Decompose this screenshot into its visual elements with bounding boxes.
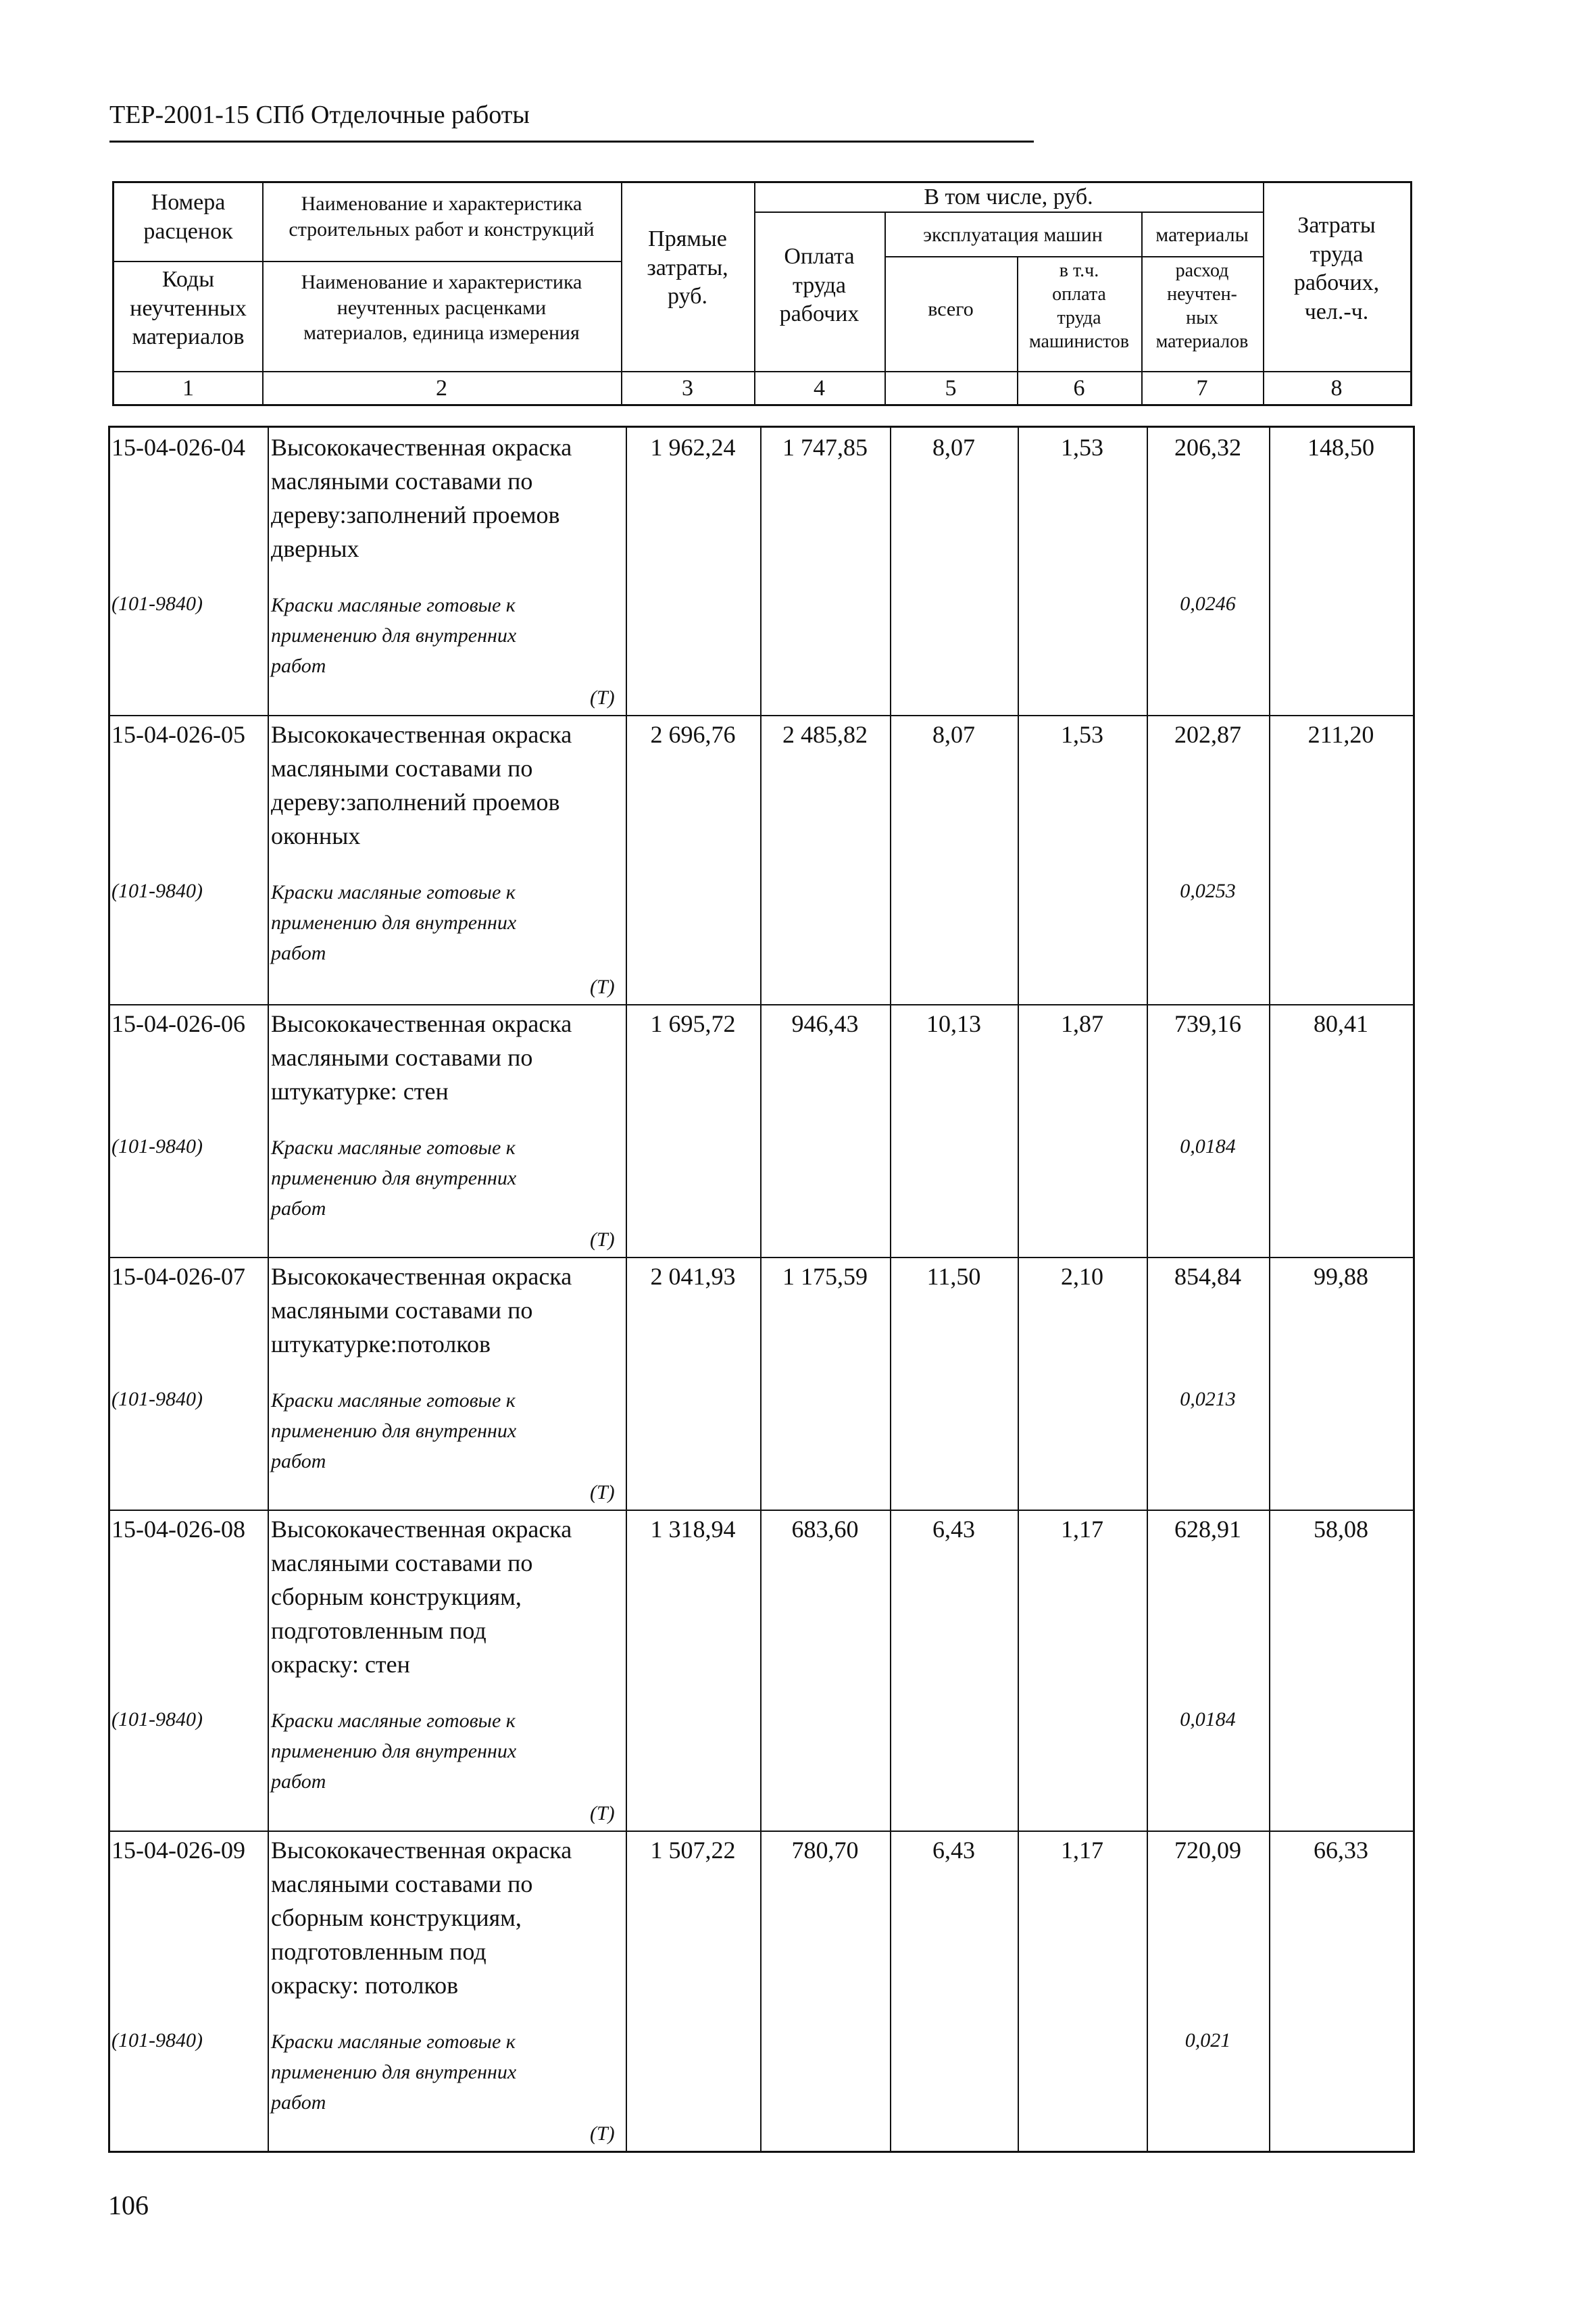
rate-code: 15-04-026-09 bbox=[111, 1837, 245, 1864]
rate-name-line: дереву:заполнений проемов bbox=[271, 501, 560, 528]
header-col5: всего bbox=[928, 298, 974, 320]
material-code: (101-9840) bbox=[111, 1135, 203, 1158]
header-col7 bbox=[1141, 259, 1263, 353]
rate-name-line: Высококачественная окраска bbox=[271, 434, 572, 461]
header-divider bbox=[114, 371, 1410, 372]
header-text: Затраты bbox=[1297, 213, 1376, 238]
header-text: труда bbox=[792, 272, 847, 298]
value-mach-labor: 1,17 bbox=[1061, 1516, 1103, 1543]
rate-name-line: сборным конструкциям, bbox=[271, 1583, 522, 1610]
rate-name-line: масляными составами по bbox=[271, 468, 533, 495]
material-name-line: Краски масляные готовые к bbox=[271, 2031, 516, 2053]
rate-name-line: подготовленным под bbox=[271, 1938, 487, 1965]
header-text: материалов, единица измерения bbox=[303, 322, 580, 344]
header-incl: В том числе, руб. bbox=[924, 184, 1093, 209]
header-text: машинистов bbox=[1029, 331, 1129, 352]
value-direct: 1 318,94 bbox=[650, 1516, 736, 1543]
header-text: неучтен- bbox=[1167, 284, 1237, 305]
material-name-line: работ bbox=[271, 942, 326, 964]
material-quantity: 0,0184 bbox=[1180, 1135, 1236, 1158]
header-text: Наименование и характеристика bbox=[301, 271, 582, 293]
title-rule bbox=[109, 141, 1034, 143]
material-name-line: применению для внутренних bbox=[271, 1167, 517, 1189]
material-name-line: работ bbox=[271, 2091, 326, 2114]
value-labor: 1 747,85 bbox=[782, 434, 868, 461]
header-col2-top bbox=[262, 191, 621, 242]
row-divider bbox=[110, 715, 1413, 716]
material-unit: (Т) bbox=[590, 1481, 615, 1503]
material-name-line: применению для внутренних bbox=[271, 1740, 517, 1762]
material-unit: (Т) bbox=[590, 687, 615, 709]
value-labor-hours: 66,33 bbox=[1314, 1837, 1368, 1864]
rate-name-line: дверных bbox=[271, 535, 359, 562]
header-materials: материалы bbox=[1155, 224, 1249, 246]
header-text: ных bbox=[1186, 307, 1218, 328]
rate-code: 15-04-026-08 bbox=[111, 1516, 245, 1543]
value-labor-hours: 211,20 bbox=[1307, 721, 1374, 748]
material-code: (101-9840) bbox=[111, 1708, 203, 1731]
header-text: Коды bbox=[161, 267, 215, 292]
value-direct: 1 695,72 bbox=[650, 1010, 736, 1037]
material-name-line: применению для внутренних bbox=[271, 1420, 517, 1442]
value-mach-total: 8,07 bbox=[932, 434, 975, 461]
header-text: в т.ч. bbox=[1059, 260, 1099, 281]
material-quantity: 0,021 bbox=[1184, 2029, 1231, 2051]
material-code: (101-9840) bbox=[111, 2029, 203, 2051]
header-divider bbox=[114, 261, 621, 262]
header-text: материалов bbox=[132, 324, 245, 349]
value-mach-labor: 1,53 bbox=[1061, 721, 1103, 748]
header-col3 bbox=[621, 225, 754, 312]
material-code: (101-9840) bbox=[111, 593, 203, 615]
column-divider bbox=[268, 428, 269, 2151]
row-divider bbox=[110, 1004, 1413, 1005]
value-labor-hours: 58,08 bbox=[1314, 1516, 1368, 1543]
header-text: расход bbox=[1175, 260, 1229, 281]
header-text: Прямые bbox=[648, 226, 727, 251]
value-labor: 946,43 bbox=[791, 1010, 859, 1037]
material-quantity: 0,0184 bbox=[1180, 1708, 1236, 1731]
header-text: Оплата bbox=[784, 244, 855, 269]
page-number: 106 bbox=[108, 2190, 149, 2220]
table-header bbox=[112, 181, 1412, 406]
rate-code: 15-04-026-07 bbox=[111, 1263, 245, 1290]
value-materials: 202,87 bbox=[1174, 721, 1241, 748]
value-mach-labor: 1,87 bbox=[1061, 1010, 1103, 1037]
column-number: 2 bbox=[436, 376, 447, 401]
rate-name-line: масляными составами по bbox=[271, 1044, 533, 1071]
header-text: затраты, bbox=[647, 255, 728, 280]
value-mach-labor: 2,10 bbox=[1061, 1263, 1103, 1290]
value-materials: 720,09 bbox=[1174, 1837, 1241, 1864]
header-col8 bbox=[1263, 211, 1410, 326]
header-text: материалов bbox=[1155, 331, 1249, 352]
page-title: ТЕР-2001-15 СПб Отделочные работы bbox=[109, 101, 530, 129]
header-col1-top bbox=[114, 189, 262, 246]
material-name-line: Краски масляные готовые к bbox=[271, 1137, 516, 1159]
material-name-line: работ bbox=[271, 1197, 326, 1220]
rate-name-line: сборным конструкциям, bbox=[271, 1904, 522, 1931]
column-number: 8 bbox=[1330, 376, 1343, 401]
material-name-line: работ bbox=[271, 1450, 326, 1472]
rate-name-line: Высококачественная окраска bbox=[271, 1837, 572, 1864]
rate-name-line: оконных bbox=[271, 822, 361, 849]
material-name-line: Краски масляные готовые к bbox=[271, 594, 516, 616]
column-number: 4 bbox=[814, 376, 825, 401]
header-text: Номера bbox=[151, 190, 226, 215]
header-text: оплата bbox=[1052, 284, 1106, 305]
column-number: 6 bbox=[1073, 376, 1085, 401]
row-divider bbox=[110, 1257, 1413, 1258]
material-name-line: применению для внутренних bbox=[271, 624, 517, 647]
rate-name-line: Высококачественная окраска bbox=[271, 1010, 572, 1037]
material-unit: (Т) bbox=[590, 1802, 615, 1824]
header-col6 bbox=[1017, 259, 1141, 353]
rate-name-line: окраску: потолков bbox=[271, 1972, 459, 1999]
rate-name-line: Высококачественная окраска bbox=[271, 721, 572, 748]
header-text: руб. bbox=[668, 284, 707, 309]
value-labor-hours: 80,41 bbox=[1314, 1010, 1368, 1037]
header-text: рабочих, bbox=[1293, 270, 1380, 295]
value-mach-total: 6,43 bbox=[932, 1516, 975, 1543]
header-text: неучтенных bbox=[130, 295, 247, 321]
value-labor: 683,60 bbox=[791, 1516, 859, 1543]
column-number: 1 bbox=[182, 376, 194, 401]
value-labor: 1 175,59 bbox=[782, 1263, 868, 1290]
rate-name-line: Высококачественная окраска bbox=[271, 1516, 572, 1543]
rate-code: 15-04-026-04 bbox=[111, 434, 245, 461]
column-number: 5 bbox=[945, 376, 957, 401]
value-mach-total: 8,07 bbox=[932, 721, 975, 748]
value-mach-total: 10,13 bbox=[926, 1010, 981, 1037]
rate-name-line: масляными составами по bbox=[271, 755, 533, 782]
material-name-line: работ bbox=[271, 1770, 326, 1793]
material-name-line: применению для внутренних bbox=[271, 2061, 517, 2083]
header-divider bbox=[884, 256, 1263, 257]
material-quantity: 0,0253 bbox=[1180, 880, 1236, 902]
material-name-line: работ bbox=[271, 655, 326, 677]
header-col1-bottom bbox=[114, 266, 262, 352]
value-mach-total: 11,50 bbox=[926, 1263, 981, 1290]
value-mach-total: 6,43 bbox=[932, 1837, 975, 1864]
value-labor: 780,70 bbox=[791, 1837, 859, 1864]
value-materials: 628,91 bbox=[1174, 1516, 1241, 1543]
rate-name-line: штукатурке: стен bbox=[271, 1078, 449, 1105]
material-unit: (Т) bbox=[590, 2122, 615, 2145]
header-text: труда bbox=[1057, 307, 1101, 328]
column-number: 7 bbox=[1196, 376, 1208, 401]
header-text: рабочих bbox=[779, 301, 859, 326]
header-text: чел.-ч. bbox=[1304, 299, 1369, 324]
header-text: труда bbox=[1310, 241, 1364, 267]
header-col2-bottom bbox=[262, 270, 621, 346]
rates-table bbox=[108, 426, 1415, 2153]
rate-name-line: Высококачественная окраска bbox=[271, 1263, 572, 1290]
row-divider bbox=[110, 1510, 1413, 1511]
value-mach-labor: 1,17 bbox=[1061, 1837, 1103, 1864]
material-unit: (Т) bbox=[590, 976, 615, 998]
rate-name-line: масляными составами по bbox=[271, 1297, 533, 1324]
value-mach-labor: 1,53 bbox=[1061, 434, 1103, 461]
rate-code: 15-04-026-05 bbox=[111, 721, 245, 748]
value-materials: 206,32 bbox=[1174, 434, 1241, 461]
rate-name-line: окраску: стен bbox=[271, 1651, 410, 1678]
rate-name-line: дереву:заполнений проемов bbox=[271, 789, 560, 816]
header-text: неучтенных расценками bbox=[336, 296, 547, 319]
material-quantity: 0,0213 bbox=[1180, 1388, 1236, 1410]
value-direct: 2 696,76 bbox=[650, 721, 736, 748]
material-code: (101-9840) bbox=[111, 880, 203, 902]
rate-name-line: штукатурке:потолков bbox=[271, 1330, 491, 1358]
material-name-line: применению для внутренних bbox=[271, 912, 517, 934]
value-labor-hours: 99,88 bbox=[1314, 1263, 1368, 1290]
header-text: строительных работ и конструкций bbox=[289, 218, 595, 241]
value-labor: 2 485,82 bbox=[782, 721, 868, 748]
header-machines: эксплуатация машин bbox=[923, 224, 1103, 246]
rate-name-line: масляными составами по bbox=[271, 1870, 533, 1897]
value-direct: 1 507,22 bbox=[650, 1837, 736, 1864]
material-name-line: Краски масляные готовые к bbox=[271, 1710, 516, 1732]
header-col4 bbox=[754, 243, 884, 329]
rate-name-line: масляными составами по bbox=[271, 1549, 533, 1576]
material-code: (101-9840) bbox=[111, 1388, 203, 1410]
value-direct: 2 041,93 bbox=[650, 1263, 736, 1290]
value-materials: 854,84 bbox=[1174, 1263, 1241, 1290]
value-materials: 739,16 bbox=[1174, 1010, 1241, 1037]
header-text: Наименование и характеристика bbox=[301, 193, 582, 215]
material-unit: (Т) bbox=[590, 1228, 615, 1251]
column-number: 3 bbox=[682, 376, 693, 401]
material-name-line: Краски масляные готовые к bbox=[271, 1389, 516, 1412]
rate-code: 15-04-026-06 bbox=[111, 1010, 245, 1037]
material-name-line: Краски масляные готовые к bbox=[271, 881, 516, 903]
row-divider bbox=[110, 1831, 1413, 1832]
rate-name-line: подготовленным под bbox=[271, 1617, 487, 1644]
material-quantity: 0,0246 bbox=[1180, 593, 1236, 615]
value-direct: 1 962,24 bbox=[650, 434, 736, 461]
value-labor-hours: 148,50 bbox=[1307, 434, 1374, 461]
header-text: расценок bbox=[143, 218, 233, 244]
